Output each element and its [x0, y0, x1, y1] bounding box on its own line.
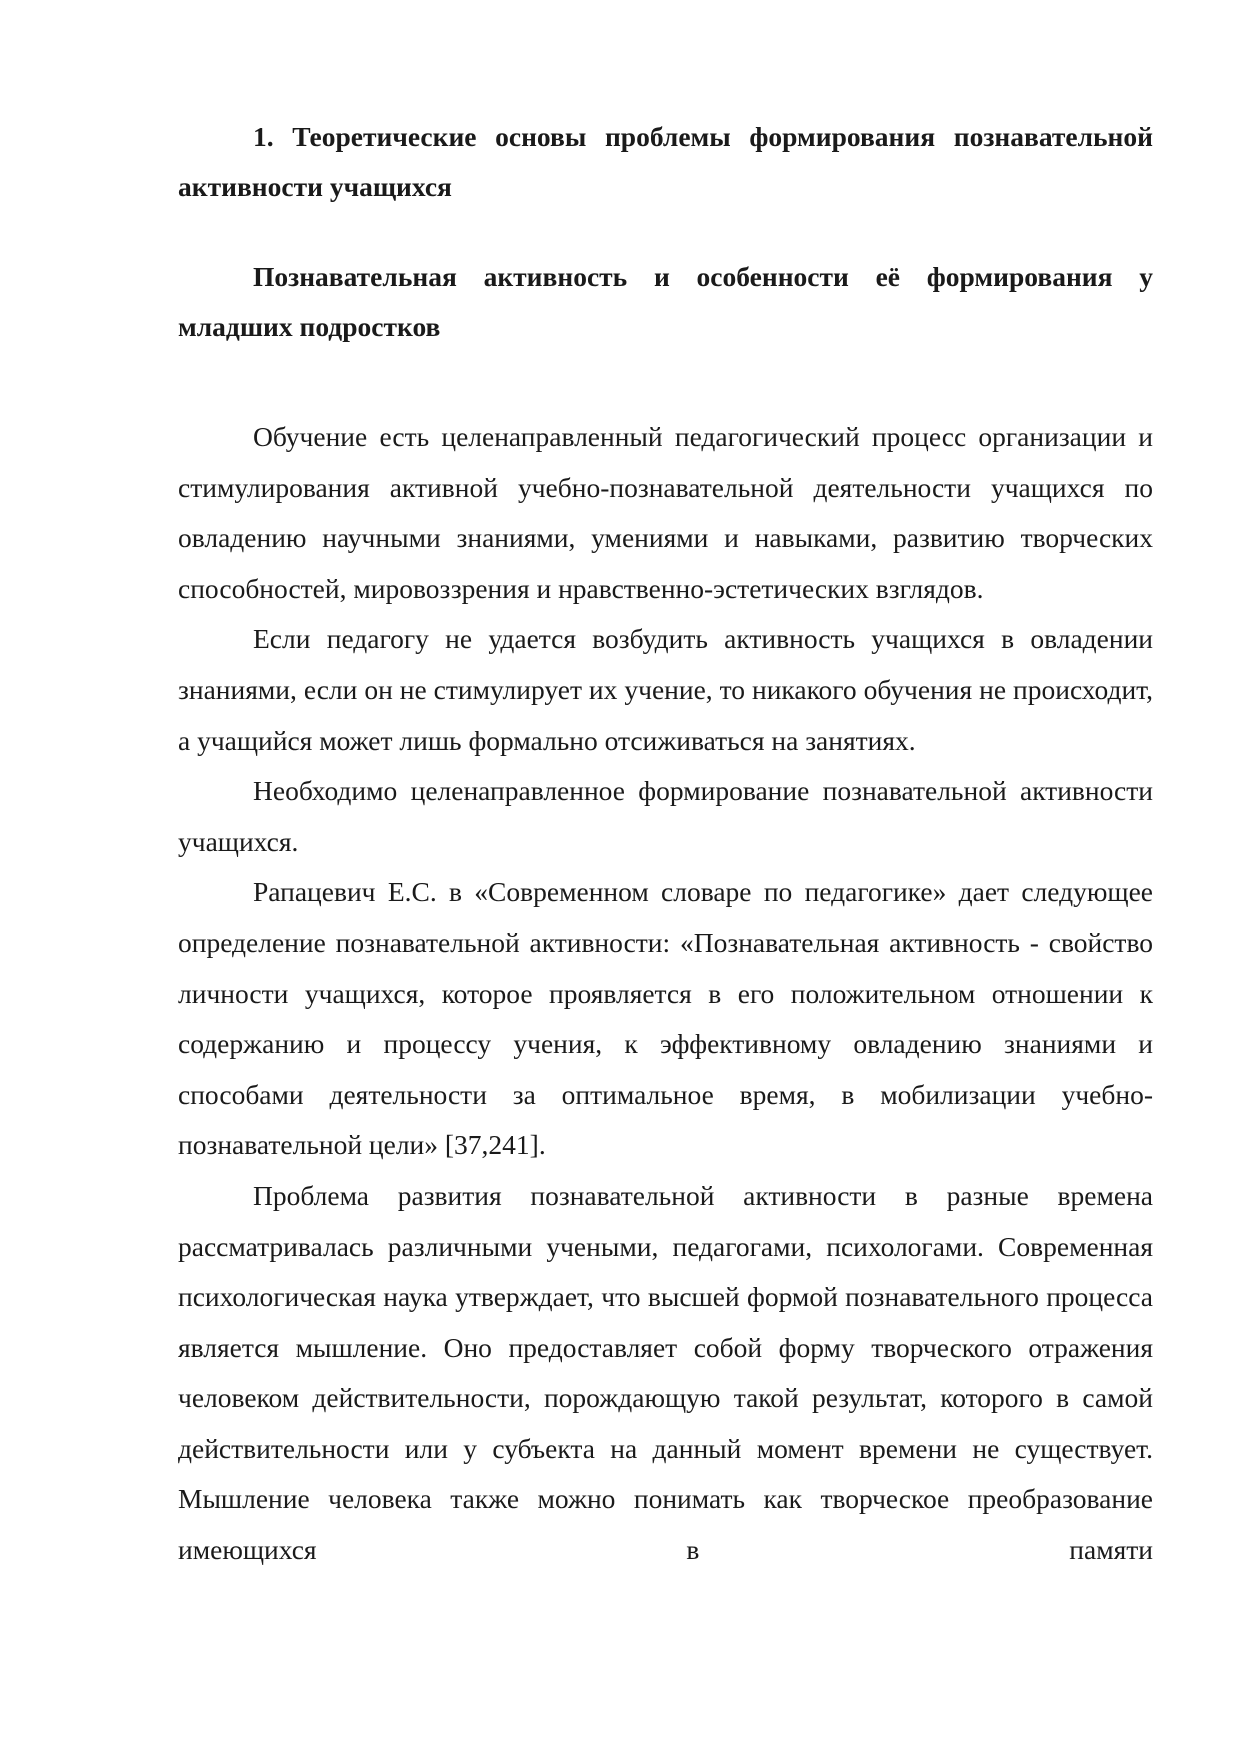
chapter-heading: 1. Теоретические основы проблемы формирования познавательной активности учащихся [178, 121, 1153, 202]
section-heading: Познавательная активность и особенности её формирования у младших подростков [178, 261, 1153, 342]
paragraph: Рапацевич Е.С. в «Современном словаре по педагогике» дает следующее определение познавательной активности: «Познавательная активность - свойство личности учащихся, которое проявляется в его положительном отношении к содержанию и процессу учения, к эффективному овладению знаниями и способами деятельности за оптимальное время, в мобилизации учебно-познавательной цели» [37,241]. [178, 876, 1153, 1161]
paragraph: Обучение есть целенаправленный педагогический процесс организации и стимулирования активной учебно-познавательной деятельности учащихся по овладению научными знаниями, умениями и навыками, развитию творческих способностей, мировоззрения и нравственно-эстетических взглядов. [178, 421, 1153, 604]
body-text [178, 412, 1153, 1576]
paragraph: Необходимо целенаправленное формирование познавательной активности учащихся. [178, 775, 1153, 857]
page-content [178, 112, 1153, 1576]
paragraph: Проблема развития познавательной активности в разные времена рассматривалась различными учеными, педагогами, психологами. Современная психологическая наука утверждает, что высшей формой познавательного процесса является мышление. Оно предоставляет собой форму творческого отражения человеком действительности, порождающую такой результат, которого в самой действительности или у субъекта на данный момент времени не существует. Мышление человека также можно понимать как творческое преобразование имеющихся в памяти [178, 1179, 1153, 1566]
paragraph: Если педагогу не удается возбудить активность учащихся в овладении знаниями, если он не стимулирует их учение, то никакого обучения не происходит, а учащийся может лишь формально отсиживаться на занятиях. [178, 623, 1153, 756]
